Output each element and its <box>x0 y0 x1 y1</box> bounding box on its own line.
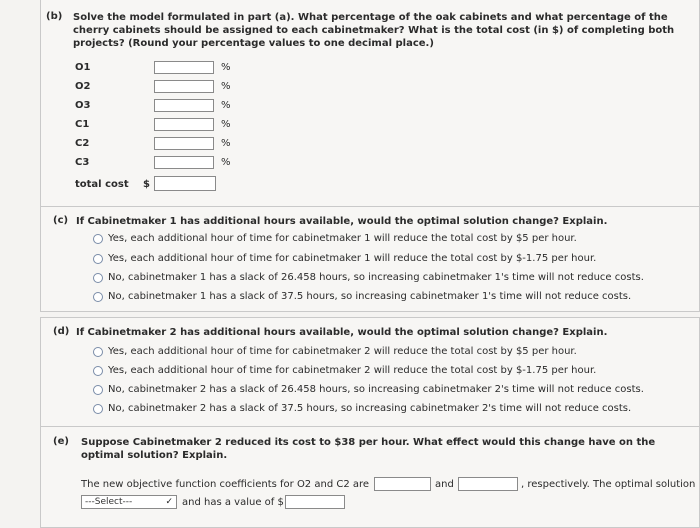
radio-icon[interactable] <box>93 292 103 302</box>
radio-icon[interactable] <box>93 347 103 357</box>
part-b-panel <box>40 0 700 208</box>
row-label-c3: C3 <box>75 157 90 168</box>
option-text: No, cabinetmaker 2 has a slack of 26.458 hours, so increasing cabinetmaker 2's time will not reduce costs. <box>108 384 644 395</box>
part-c-option-1[interactable] <box>93 233 577 244</box>
part-e-question: Suppose Cabinetmaker 2 reduced its cost to $38 per hour. What effect would this change have on the optimal solution? Explain. <box>81 437 656 461</box>
option-text: Yes, each additional hour of time for cabinetmaker 1 will reduce the total cost by $-1.75 per hour. <box>108 253 597 264</box>
part-d-label: (d) <box>53 326 70 337</box>
part-d-panel <box>40 317 700 427</box>
input-c1[interactable] <box>154 118 214 131</box>
unit-o1: % <box>221 62 231 73</box>
input-solution-value[interactable] <box>285 495 345 509</box>
part-b-label: (b) <box>46 11 63 22</box>
part-c-panel <box>40 206 700 312</box>
part-b-question: Solve the model formulated in part (a). What percentage of the oak cabinets and what percentage of the cherry cabinets should be assigned to each cabinetmaker? What is the total cost (in $) of completing both projects? (Round your percentage values to one decimal place.) <box>73 12 675 49</box>
option-text: Yes, each additional hour of time for cabinetmaker 2 will reduce the total cost by $5 per hour. <box>108 346 577 357</box>
row-label-o2: O2 <box>75 81 91 92</box>
chevron-down-icon: ✓ <box>165 497 173 507</box>
row-label-o1: O1 <box>75 62 91 73</box>
option-text: No, cabinetmaker 1 has a slack of 37.5 hours, so increasing cabinetmaker 1's time will not reduce costs. <box>108 291 632 302</box>
unit-o3: % <box>221 100 231 111</box>
radio-icon[interactable] <box>93 404 103 414</box>
option-text: No, cabinetmaker 1 has a slack of 26.458 hours, so increasing cabinetmaker 1's time will not reduce costs. <box>108 272 644 283</box>
coefficients-sentence-end: , respectively. The optimal solution <box>521 479 696 490</box>
total-cost-label: total cost <box>75 179 129 190</box>
part-d-option-2[interactable] <box>93 365 596 376</box>
radio-icon[interactable] <box>93 273 103 283</box>
radio-icon[interactable] <box>93 366 103 376</box>
part-c-option-3[interactable] <box>93 272 644 283</box>
option-text: Yes, each additional hour of time for cabinetmaker 2 will reduce the total cost by $-1.75 per hour. <box>108 365 597 376</box>
row-label-o3: O3 <box>75 100 91 111</box>
unit-c1: % <box>221 119 231 130</box>
part-d-option-3[interactable] <box>93 384 644 395</box>
part-d-option-1[interactable] <box>93 346 577 357</box>
coefficients-sentence-start: The new objective function coefficients for O2 and C2 are <box>81 479 370 490</box>
row-label-c2: C2 <box>75 138 90 149</box>
input-o2-coefficient[interactable] <box>374 477 431 491</box>
radio-icon[interactable] <box>93 254 103 264</box>
part-d-option-4[interactable] <box>93 403 631 414</box>
part-e-panel <box>40 426 700 528</box>
part-c-label: (c) <box>53 215 69 226</box>
value-text: and has a value of $ <box>182 497 284 508</box>
input-o2[interactable] <box>154 80 214 93</box>
part-e-label: (e) <box>53 436 69 447</box>
input-total-cost[interactable] <box>154 176 216 191</box>
unit-c3: % <box>221 157 231 168</box>
radio-icon[interactable] <box>93 234 103 244</box>
option-text: No, cabinetmaker 2 has a slack of 37.5 hours, so increasing cabinetmaker 2's time will not reduce costs. <box>108 403 632 414</box>
select-value: ---Select--- <box>85 497 133 507</box>
part-c-option-2[interactable] <box>93 253 596 264</box>
part-d-question: If Cabinetmaker 2 has additional hours available, would the optimal solution change? Explain. <box>76 327 608 338</box>
input-c2-coefficient[interactable] <box>458 477 518 491</box>
input-o3[interactable] <box>154 99 214 112</box>
option-text: Yes, each additional hour of time for cabinetmaker 1 will reduce the total cost by $5 per hour. <box>108 233 577 244</box>
part-c-question: If Cabinetmaker 1 has additional hours available, would the optimal solution change? Explain. <box>76 216 608 227</box>
input-o1[interactable] <box>154 61 214 74</box>
unit-o2: % <box>221 81 231 92</box>
optimal-solution-select[interactable] <box>81 495 177 509</box>
input-c3[interactable] <box>154 156 214 169</box>
input-c2[interactable] <box>154 137 214 150</box>
total-cost-prefix: $ <box>143 179 150 190</box>
part-c-option-4[interactable] <box>93 291 631 302</box>
unit-c2: % <box>221 138 231 149</box>
row-label-c1: C1 <box>75 119 90 130</box>
and-text: and <box>435 479 454 490</box>
radio-icon[interactable] <box>93 385 103 395</box>
